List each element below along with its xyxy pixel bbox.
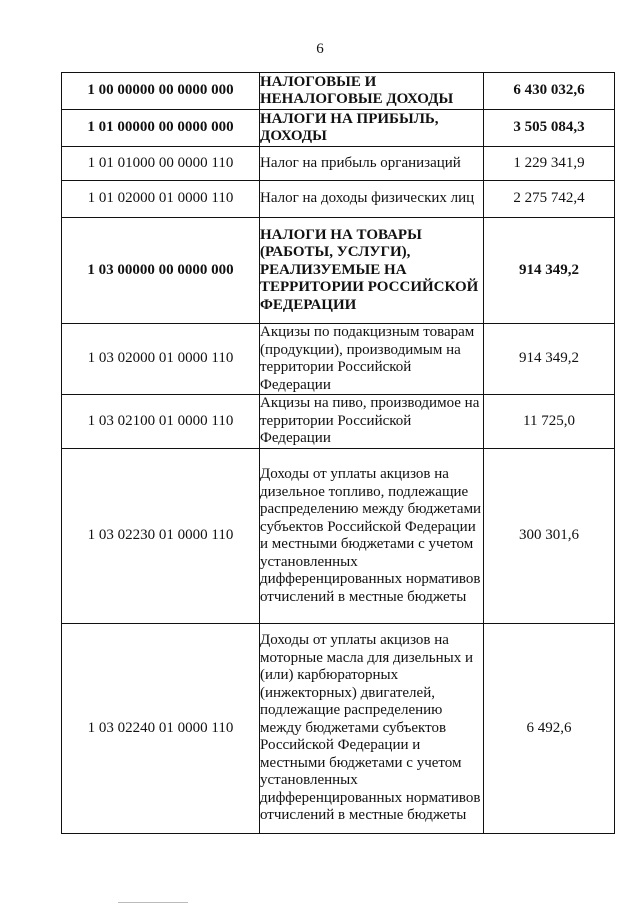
- budget-code-cell: 1 00 00000 00 0000 000: [62, 73, 260, 110]
- budget-code-cell: 1 03 02000 01 0000 110: [62, 324, 260, 395]
- table-row: [62, 218, 615, 324]
- amount-cell: 2 275 742,4: [484, 181, 615, 218]
- budget-code-cell: 1 03 00000 00 0000 000: [62, 218, 260, 324]
- amount-cell: 1 229 341,9: [484, 147, 615, 181]
- amount-cell: 914 349,2: [484, 324, 615, 395]
- revenue-name-cell: Доходы от уплаты акцизов на моторные масла для дизельных и (или) карбюраторных (инжекторных) двигателей, подлежащие распределению между бюджетами субъектов Российской Федерации и местными бюджетами с учетом установленных дифференцированных нормативов отчислений в местные бюджеты: [260, 624, 484, 834]
- budget-code-cell: 1 03 02230 01 0000 110: [62, 449, 260, 624]
- amount-cell: 914 349,2: [484, 218, 615, 324]
- table-row: [62, 147, 615, 181]
- table-row: [62, 395, 615, 449]
- amount-cell: 6 430 032,6: [484, 73, 615, 110]
- table-row: [62, 324, 615, 395]
- budget-code-cell: 1 01 02000 01 0000 110: [62, 181, 260, 218]
- revenue-name-cell: НАЛОГИ НА ПРИБЫЛЬ, ДОХОДЫ: [260, 110, 484, 147]
- table-row: [62, 624, 615, 834]
- revenue-name-cell: НАЛОГИ НА ТОВАРЫ (РАБОТЫ, УСЛУГИ), РЕАЛИЗУЕМЫЕ НА ТЕРРИТОРИИ РОССИЙСКОЙ ФЕДЕРАЦИИ: [260, 218, 484, 324]
- revenue-name-cell: Акцизы по подакцизным товарам (продукции), производимым на территории Российской Федерации: [260, 324, 484, 395]
- scan-edge-mark: [118, 902, 188, 903]
- amount-cell: 11 725,0: [484, 395, 615, 449]
- budget-code-cell: 1 01 00000 00 0000 000: [62, 110, 260, 147]
- budget-code-cell: 1 01 01000 00 0000 110: [62, 147, 260, 181]
- revenue-name-cell: Доходы от уплаты акцизов на дизельное топливо, подлежащие распределению между бюджетами субъектов Российской Федерации и местными бюджетами с учетом установленных дифференцированных нормативов отчислений в местные бюджеты: [260, 449, 484, 624]
- amount-cell: 6 492,6: [484, 624, 615, 834]
- revenue-name-cell: Налог на прибыль организаций: [260, 147, 484, 181]
- revenue-table: [61, 72, 615, 834]
- revenue-name-cell: Налог на доходы физических лиц: [260, 181, 484, 218]
- page-number: 6: [316, 41, 324, 57]
- amount-cell: 300 301,6: [484, 449, 615, 624]
- budget-code-cell: 1 03 02100 01 0000 110: [62, 395, 260, 449]
- amount-cell: 3 505 084,3: [484, 110, 615, 147]
- table-row: [62, 181, 615, 218]
- revenue-name-cell: НАЛОГОВЫЕ И НЕНАЛОГОВЫЕ ДОХОДЫ: [260, 73, 484, 110]
- table-row: [62, 449, 615, 624]
- table-row: [62, 73, 615, 110]
- revenue-name-cell: Акцизы на пиво, производимое на территории Российской Федерации: [260, 395, 484, 449]
- table-row: [62, 110, 615, 147]
- budget-code-cell: 1 03 02240 01 0000 110: [62, 624, 260, 834]
